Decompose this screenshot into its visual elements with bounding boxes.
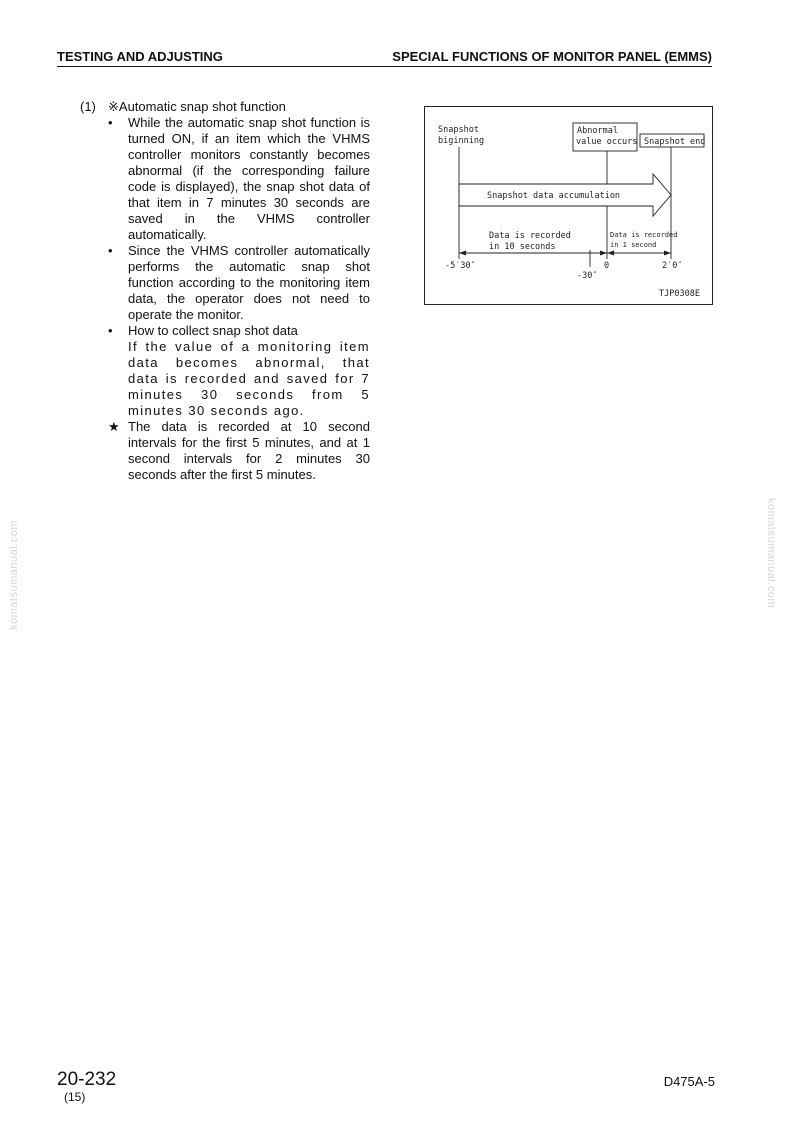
bullet-text: Since the VHMS controller automatically performs the automatic snap shot function according to the monitoring item data, the operator does not need to operate the monitor.: [128, 243, 370, 322]
watermark-right: komatsumanual.com: [765, 498, 777, 608]
list-item: [108, 419, 370, 483]
page-sub-number: (15): [64, 1090, 86, 1104]
label-rec10-1: Data is recorded: [489, 231, 571, 241]
page-number: 20-232: [57, 1069, 117, 1090]
header-right: SPECIAL FUNCTIONS OF MONITOR PANEL (EMMS): [392, 49, 712, 64]
tick-label-minus30: -30″: [577, 271, 598, 281]
label-snapshot-beginning-1: Snapshot: [438, 125, 479, 135]
model-number: D475A-5: [663, 1074, 715, 1089]
list-item: [108, 115, 370, 243]
header-left: TESTING AND ADJUSTING: [57, 49, 223, 64]
bullet-text: How to collect snap shot data: [128, 323, 298, 338]
label-abnormal-2: value occurs: [576, 137, 638, 147]
list-item: [108, 323, 370, 419]
list-item: [108, 243, 370, 323]
bullet-mark: •: [108, 115, 113, 130]
section-title: ※Automatic snap shot function: [108, 99, 286, 114]
watermark-left: komatsumanual.com: [8, 520, 20, 630]
tick-label-zero: 0: [604, 261, 610, 271]
bullet-mark: •: [108, 323, 113, 338]
section-content: [80, 99, 370, 483]
bullet-subtext: If the value of a monitoring item data becomes abnormal, that data is recorded and saved for 7 minutes 30 seconds from 5 minutes 30 seconds ago.: [128, 339, 370, 418]
label-abnormal-1: Abnormal: [577, 126, 618, 136]
label-rec10-2: in 10 seconds: [489, 242, 556, 252]
star-mark: ★: [108, 419, 120, 434]
bullet-text: The data is recorded at 10 second intervals for the first 5 minutes, and at 1 second intervals for 2 minutes 30 seconds after the first 5 minutes.: [128, 419, 370, 482]
label-snapshot-end: Snapshot end: [644, 137, 706, 147]
tick-label-start: -5′30″: [445, 261, 476, 271]
label-rec1-2: in 1 second: [610, 241, 657, 249]
bullet-text: While the automatic snap shot function is turned ON, if an item which the VHMS controller monitors constantly becomes abnormal (if the corresponding failure code is displayed), the snap shot data of that item in 7 minutes 30 seconds are saved in the VHMS controller automatically.: [128, 115, 370, 242]
label-rec1-1: Data is recorded: [610, 231, 678, 239]
section-heading: [80, 99, 370, 115]
snapshot-timeline-diagram: [424, 106, 713, 305]
section-number: (1): [80, 99, 96, 114]
label-accumulation: Snapshot data accumulation: [487, 191, 621, 201]
header-rule: [57, 66, 712, 67]
bullet-mark: •: [108, 243, 113, 258]
figure-id: TJP0308E: [659, 289, 700, 299]
tick-label-end: 2′0″: [662, 261, 683, 271]
label-snapshot-beginning-2: biginning: [438, 136, 485, 146]
bullet-list: [108, 115, 370, 483]
